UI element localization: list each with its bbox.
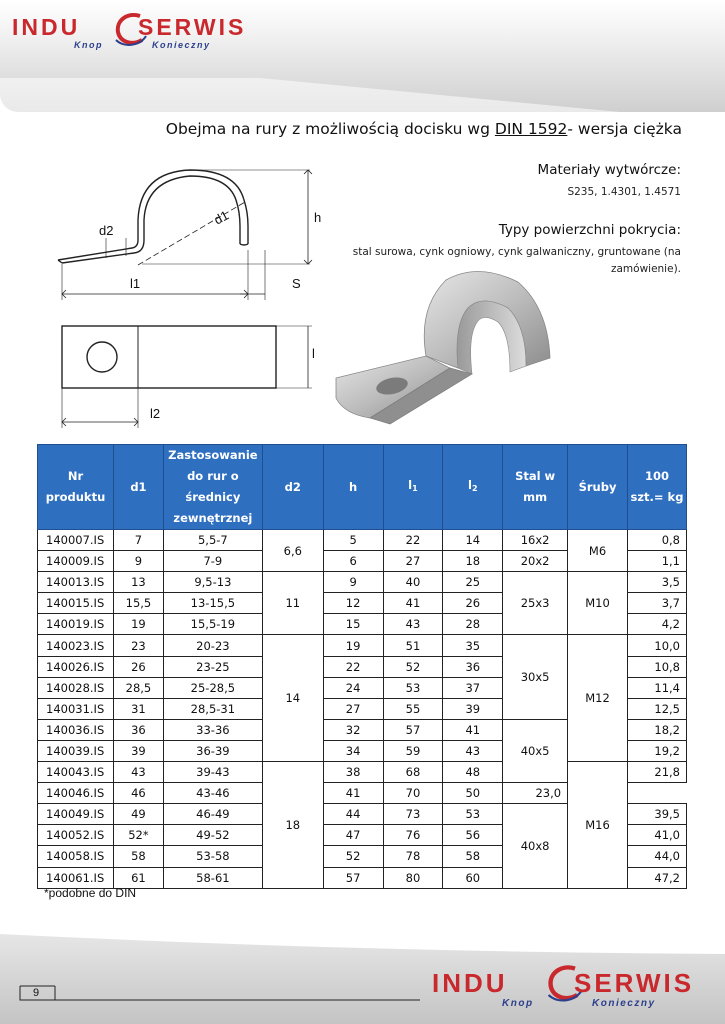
label-d2: d2 <box>99 223 114 238</box>
cell-l2: 58 <box>443 846 503 867</box>
header-steel: Stal w mm <box>503 445 568 530</box>
page-title <box>100 120 682 138</box>
cell-h: 5 <box>323 530 383 551</box>
cell-l1: 68 <box>383 762 443 783</box>
cell-range: 39-43 <box>163 762 262 783</box>
cell-l2: 50 <box>443 783 503 804</box>
cell-l2: 60 <box>443 867 503 888</box>
cell-l1: 22 <box>383 530 443 551</box>
cell-range: 23-25 <box>163 656 262 677</box>
cell-l1: 52 <box>383 656 443 677</box>
cell-nr: 140013.IS <box>38 572 114 593</box>
label-d1: d1 <box>211 207 232 228</box>
cell-l1: 51 <box>383 635 443 656</box>
cell-screws: M16 <box>568 762 628 889</box>
label-l2: l2 <box>150 406 161 421</box>
cell-h: 9 <box>323 572 383 593</box>
cell-weight: 44,0 <box>627 846 686 867</box>
technical-drawing <box>40 160 340 430</box>
cell-l2: 18 <box>443 551 503 572</box>
title-suffix: - wersja ciężka <box>567 120 682 138</box>
cell-h: 44 <box>323 804 383 825</box>
table-row <box>38 635 687 656</box>
logo-brand-right: SERWIS <box>138 14 247 40</box>
label-s: S <box>292 276 301 291</box>
coatings-heading: Typy powierzchni pokrycia: <box>498 222 681 238</box>
logo-sub-left: Knop <box>74 40 103 50</box>
table-header-row <box>38 445 687 530</box>
cell-steel: 16x2 <box>503 530 568 551</box>
materials-text: S235, 1.4301, 1.4571 <box>567 186 681 198</box>
cell-d1: 36 <box>113 719 163 740</box>
cell-nr: 140046.IS <box>38 783 114 804</box>
cell-nr: 140009.IS <box>38 551 114 572</box>
cell-weight: 4,2 <box>627 614 686 635</box>
cell-range: 28,5-31 <box>163 698 262 719</box>
cell-nr: 140061.IS <box>38 867 114 888</box>
cell-nr: 140043.IS <box>38 762 114 783</box>
cell-range: 49-52 <box>163 825 262 846</box>
cell-h: 41 <box>323 783 383 804</box>
cell-l1: 55 <box>383 698 443 719</box>
cell-l1: 80 <box>383 867 443 888</box>
cell-nr: 140023.IS <box>38 635 114 656</box>
cell-l2: 36 <box>443 656 503 677</box>
cell-range: 43-46 <box>163 783 262 804</box>
cell-l1: 73 <box>383 804 443 825</box>
cell-d1: 19 <box>113 614 163 635</box>
cell-nr: 140039.IS <box>38 740 114 761</box>
cell-l2: 26 <box>443 593 503 614</box>
cell-d1: 7 <box>113 530 163 551</box>
header-d1: d1 <box>113 445 163 530</box>
cell-d2: 11 <box>262 572 323 635</box>
cell-steel: 30x5 <box>503 635 568 719</box>
header-nr: Nr produktu <box>38 445 114 530</box>
cell-h: 19 <box>323 635 383 656</box>
logo-sub-right: Konieczny <box>152 40 211 50</box>
cell-range: 25-28,5 <box>163 677 262 698</box>
cell-h: 52 <box>323 846 383 867</box>
footer-logo-sub-left: Knop <box>502 998 534 1009</box>
header-l1: $l_1$ <box>383 445 443 530</box>
cell-d1: 23 <box>113 635 163 656</box>
cell-l1: 70 <box>383 783 443 804</box>
cell-l2: 48 <box>443 762 503 783</box>
footer-logo <box>432 962 712 1012</box>
cell-weight: 23,0 <box>503 783 568 804</box>
cell-h: 34 <box>323 740 383 761</box>
cell-h: 12 <box>323 593 383 614</box>
cell-nr: 140031.IS <box>38 698 114 719</box>
cell-weight: 10,0 <box>627 635 686 656</box>
cell-screws: M6 <box>568 530 628 572</box>
cell-range: 5,5-7 <box>163 530 262 551</box>
cell-d1: 58 <box>113 846 163 867</box>
cell-l1: 57 <box>383 719 443 740</box>
cell-range: 46-49 <box>163 804 262 825</box>
cell-range: 53-58 <box>163 846 262 867</box>
cell-l2: 35 <box>443 635 503 656</box>
cell-screws: M12 <box>568 635 628 762</box>
cell-h: 22 <box>323 656 383 677</box>
cell-weight: 3,5 <box>627 572 686 593</box>
cell-range: 13-15,5 <box>163 593 262 614</box>
cell-h: 6 <box>323 551 383 572</box>
cell-weight: 1,1 <box>627 551 686 572</box>
cell-screws: M10 <box>568 572 628 635</box>
cell-nr: 140026.IS <box>38 656 114 677</box>
header-application: Zastosowanie do rur o średnicy zewnętrznej <box>163 445 262 530</box>
cell-h: 15 <box>323 614 383 635</box>
header-l2: $l_2$ <box>443 445 503 530</box>
cell-nr: 140028.IS <box>38 677 114 698</box>
cell-range: 7-9 <box>163 551 262 572</box>
materials-heading: Materiały wytwórcze: <box>537 162 681 178</box>
logo-brand-left: INDU <box>12 14 81 40</box>
footer-logo-sub-right: Konieczny <box>592 998 656 1009</box>
cell-l1: 59 <box>383 740 443 761</box>
cell-nr: 140019.IS <box>38 614 114 635</box>
header-h: h <box>323 445 383 530</box>
cell-range: 58-61 <box>163 867 262 888</box>
cell-d1: 39 <box>113 740 163 761</box>
cell-h: 38 <box>323 762 383 783</box>
cell-d1: 61 <box>113 867 163 888</box>
spec-table <box>37 444 687 889</box>
footnote: *podobne do DIN <box>44 886 137 900</box>
table-row <box>38 762 687 783</box>
cell-steel: 25x3 <box>503 572 568 635</box>
title-prefix: Obejma na rury z możliwością docisku wg <box>165 120 495 138</box>
coatings-text-line1: stal surowa, cynk ogniowy, cynk galwaniczny, gruntowane (na <box>352 246 681 258</box>
label-l-side: l <box>312 346 315 361</box>
cell-weight: 39,5 <box>627 804 686 825</box>
cell-h: 47 <box>323 825 383 846</box>
cell-h: 24 <box>323 677 383 698</box>
cell-l1: 53 <box>383 677 443 698</box>
cell-range: 20-23 <box>163 635 262 656</box>
cell-l1: 43 <box>383 614 443 635</box>
cell-l2: 25 <box>443 572 503 593</box>
cell-nr: 140007.IS <box>38 530 114 551</box>
cell-l2: 53 <box>443 804 503 825</box>
cell-range: 15,5-19 <box>163 614 262 635</box>
materials-section <box>538 162 681 201</box>
cell-h: 32 <box>323 719 383 740</box>
cell-l1: 27 <box>383 551 443 572</box>
cell-steel: 20x2 <box>503 551 568 572</box>
label-l1: l1 <box>130 276 141 291</box>
cell-range: 36-39 <box>163 740 262 761</box>
cell-weight: 21,8 <box>627 762 686 783</box>
cell-l2: 39 <box>443 698 503 719</box>
cell-l1: 78 <box>383 846 443 867</box>
header-d2: d2 <box>262 445 323 530</box>
cell-l2: 28 <box>443 614 503 635</box>
cell-d1: 49 <box>113 804 163 825</box>
cell-nr: 140036.IS <box>38 719 114 740</box>
cell-l2: 41 <box>443 719 503 740</box>
cell-range: 33-36 <box>163 719 262 740</box>
cell-l1: 41 <box>383 593 443 614</box>
cell-l1: 76 <box>383 825 443 846</box>
cell-weight: 18,2 <box>627 719 686 740</box>
cell-nr: 140058.IS <box>38 846 114 867</box>
cell-weight: 11,4 <box>627 677 686 698</box>
cell-nr: 140049.IS <box>38 804 114 825</box>
cell-nr: 140052.IS <box>38 825 114 846</box>
title-standard: DIN 1592 <box>494 120 568 138</box>
cell-l2: 43 <box>443 740 503 761</box>
cell-l1: 40 <box>383 572 443 593</box>
footer-logo-brand-left: INDU <box>432 968 508 998</box>
cell-d1: 13 <box>113 572 163 593</box>
cell-steel: 40x8 <box>503 804 568 888</box>
cell-d1: 26 <box>113 656 163 677</box>
cell-weight: 10,8 <box>627 656 686 677</box>
cell-nr: 140015.IS <box>38 593 114 614</box>
header-screws: Śruby <box>568 445 628 530</box>
table-row <box>38 530 687 551</box>
cell-d1: 28,5 <box>113 677 163 698</box>
product-image <box>330 268 580 428</box>
cell-steel: 40x5 <box>503 719 568 782</box>
cell-h: 27 <box>323 698 383 719</box>
cell-weight: 3,7 <box>627 593 686 614</box>
cell-d2: 6,6 <box>262 530 323 572</box>
cell-d1: 46 <box>113 783 163 804</box>
cell-weight: 12,5 <box>627 698 686 719</box>
label-h: h <box>314 210 322 225</box>
cell-d2: 14 <box>262 635 323 762</box>
cell-d1: 15,5 <box>113 593 163 614</box>
cell-h: 57 <box>323 867 383 888</box>
cell-l2: 56 <box>443 825 503 846</box>
header-weight: 100 szt.= kg <box>627 445 686 530</box>
header-logo <box>12 10 262 52</box>
cell-weight: 41,0 <box>627 825 686 846</box>
cell-d1: 31 <box>113 698 163 719</box>
cell-weight: 47,2 <box>627 867 686 888</box>
table-row <box>38 572 687 593</box>
coatings-text-line2: zamówienie). <box>610 263 681 275</box>
cell-l2: 14 <box>443 530 503 551</box>
cell-d1: 43 <box>113 762 163 783</box>
cell-range: 9,5-13 <box>163 572 262 593</box>
footer-logo-brand-right: SERWIS <box>574 968 695 998</box>
page-number: 9 <box>33 987 40 999</box>
cell-d1: 9 <box>113 551 163 572</box>
cell-l2: 37 <box>443 677 503 698</box>
cell-weight: 0,8 <box>627 530 686 551</box>
cell-d1: 52* <box>113 825 163 846</box>
cell-d2: 18 <box>262 762 323 889</box>
cell-weight: 19,2 <box>627 740 686 761</box>
